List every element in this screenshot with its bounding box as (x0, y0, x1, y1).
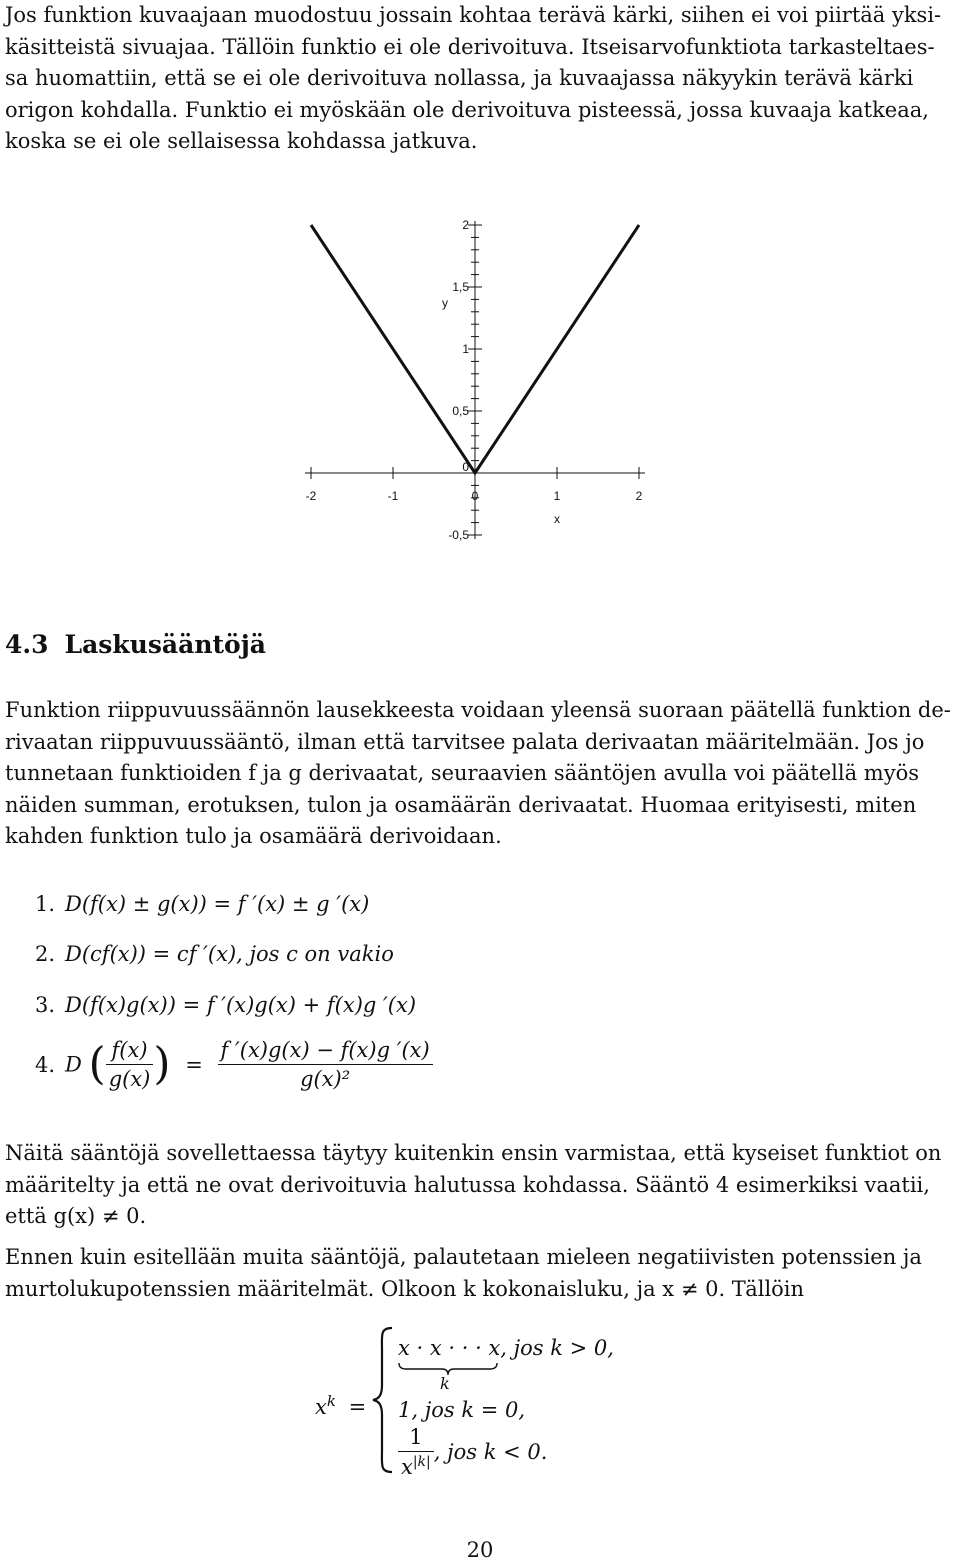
fraction-numerator: 1 (398, 1425, 434, 1452)
left-paren: ( (88, 1038, 106, 1090)
left-brace (370, 1325, 396, 1475)
intro-paragraph (5, 0, 955, 158)
y-tick-label: 0 (462, 460, 469, 474)
case-negative (398, 1425, 547, 1479)
rule-formula: D(cf(x)) = cf ′(x), jos c on vakio (65, 942, 394, 966)
section-title: Laskusääntöjä (64, 630, 266, 659)
y-axis-label: y (442, 296, 448, 310)
case-positive (398, 1336, 614, 1360)
text-line: näiden summan, erotuksen, tulon ja osamäärän derivaatat. Huomaa erityisesti, miten (5, 792, 917, 817)
text-line: tunnetaan funktioiden f ja g derivaatat, seuraavien sääntöjen avulla voi päätellä myös (5, 761, 919, 785)
underbrace-count: k (440, 1374, 450, 1393)
abs-value-plot (305, 215, 650, 555)
fraction-numerator: f(x) (106, 1038, 154, 1065)
y-tick-label: 1,5 (452, 280, 469, 294)
rule-formula: D(f(x) ± g(x)) = f ′(x) ± g ′(x) (65, 892, 370, 916)
power-exponent: k (326, 1392, 336, 1410)
text-line: Funktion riippuvuussäännön lausekkeesta voidaan yleensä suoraan päätellä funktion de- (5, 698, 951, 722)
fraction-denominator (398, 1452, 434, 1479)
text-line: määritelty ja että ne ovat derivoituvia halutussa kohdassa. Sääntö 4 esimerkiksi vaatii, (5, 1172, 930, 1197)
rule-operator: D (65, 1052, 82, 1077)
equals-sign: = (348, 1395, 367, 1419)
rule-4 (35, 1038, 433, 1091)
denominator-exponent: |k| (412, 1454, 431, 1470)
case-zero (398, 1398, 525, 1422)
case-condition: , jos k < 0. (433, 1440, 548, 1464)
x-axis-label: x (554, 512, 560, 526)
x-tick-label: -2 (305, 489, 317, 503)
text-line: käsitteistä sivuajaa. Tällöin funktio ei ole derivoituva. Itseisarvofunktiota tarkasteltaes- (5, 34, 935, 59)
x-tick-label: 0 (471, 489, 479, 503)
reciprocal-fraction (398, 1425, 434, 1479)
denominator-base: x (401, 1455, 413, 1479)
rule-3 (35, 993, 416, 1017)
quotient-lhs-fraction (106, 1038, 154, 1091)
y-tick-label: -0,5 (448, 528, 469, 542)
text-line: Näitä sääntöjä sovellettaessa täytyy kuitenkin ensin varmistaa, että kyseiset funktiot on (5, 1141, 942, 1165)
right-paren: ) (153, 1038, 171, 1090)
text-line: että g(x) ≠ 0. (5, 1204, 147, 1228)
x-tick-label: -1 (387, 489, 399, 503)
text-line: koska se ei ole sellaisessa kohdassa jatkuva. (5, 129, 478, 153)
quotient-rhs-fraction (218, 1038, 433, 1091)
section-number: 4.3 (5, 630, 49, 659)
y-tick-label: 0,5 (452, 404, 469, 418)
y-tick-label: 1 (462, 342, 469, 356)
text-line: rivaatan riippuvuussääntö, ilman että tarvitsee palata derivaatan määritelmään. Jos jo (5, 729, 925, 754)
y-tick-label: 2 (462, 218, 469, 232)
rule-2 (35, 942, 394, 966)
rule-number: 2. (35, 942, 56, 966)
body-paragraph-2 (5, 1138, 955, 1233)
text-line: Jos funktion kuvaajaan muodostuu jossain kohtaa terävä kärki, siihen ei voi piirtää yksi- (5, 3, 942, 27)
body-paragraph-1 (5, 695, 955, 853)
text-line: kahden funktion tulo ja osamäärä derivoidaan. (5, 824, 502, 848)
equals-sign: = (185, 1052, 203, 1077)
rule-formula: D(f(x)g(x)) = f ′(x)g(x) + f(x)g ′(x) (65, 993, 417, 1017)
rule-1 (35, 892, 369, 916)
x-tick-label: 2 (635, 489, 643, 503)
text-line: sa huomattiin, että se ei ole derivoituva nollassa, ja kuvaajassa näkyykin terävä kärki (5, 66, 914, 90)
section-heading (5, 630, 266, 659)
x-tick-label: 1 (553, 489, 561, 503)
power-base: x (315, 1395, 327, 1419)
case-formula: 1, jos k = 0, (398, 1398, 526, 1422)
fraction-denominator: g(x) (108, 1067, 151, 1091)
underbrace-label (440, 1374, 450, 1393)
text-line: murtolukupotenssien määritelmät. Olkoon k kokonaisluku, ja x ≠ 0. Tällöin (5, 1276, 805, 1301)
case-formula: x · x · · · x, jos k > 0, (398, 1336, 614, 1360)
fraction-denominator: g(x)² (300, 1067, 351, 1091)
rule-number: 3. (35, 993, 56, 1017)
page-number: 20 (466, 1538, 494, 1562)
rule-number: 4. (35, 1052, 56, 1077)
body-paragraph-3 (5, 1242, 955, 1305)
rule-number: 1. (35, 892, 56, 916)
fraction-numerator: f ′(x)g(x) − f(x)g ′(x) (218, 1038, 433, 1065)
power-definition-lhs (315, 1392, 366, 1419)
abs-value-figure (305, 215, 650, 560)
text-line: Ennen kuin esitellään muita sääntöjä, palautetaan mieleen negatiivisten potenssien ja (5, 1245, 922, 1269)
text-line: origon kohdalla. Funktio ei myöskään ole derivoituva pisteessä, jossa kuvaaja katkeaa, (5, 97, 929, 122)
